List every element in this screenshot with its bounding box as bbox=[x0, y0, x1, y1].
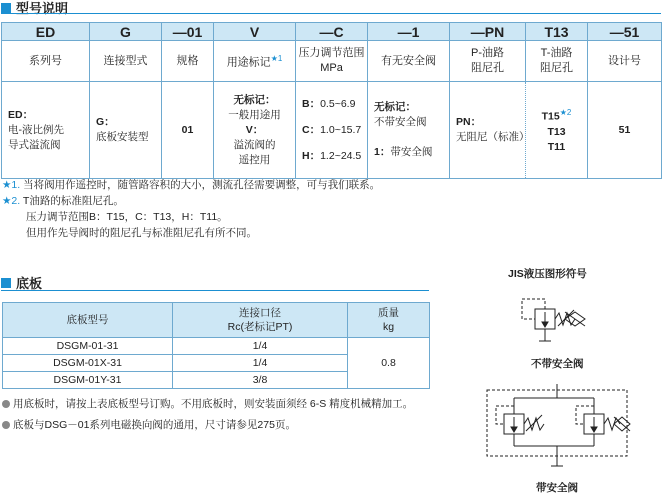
header-t-orifice bbox=[526, 41, 588, 82]
value-t-orifice bbox=[526, 82, 588, 179]
header-usage bbox=[214, 41, 296, 82]
header-pressure-unit: MPa bbox=[320, 62, 343, 74]
p-orifice-desc: 无阻尼（标准） bbox=[456, 131, 530, 143]
header-pressure-text: 压力调节范围 bbox=[298, 47, 365, 59]
t-orifice-t13: T13 bbox=[547, 125, 566, 138]
section-rule bbox=[1, 13, 661, 14]
value-pressure bbox=[296, 82, 368, 179]
value-series bbox=[2, 82, 90, 179]
t-orifice-t15: T15 bbox=[541, 110, 560, 123]
value-usage bbox=[214, 82, 296, 179]
plate-notes bbox=[2, 396, 432, 434]
p-orifice-code: PN： bbox=[456, 116, 482, 128]
header-safety: 有无安全阀 bbox=[368, 41, 450, 82]
plate-note-2-text: 底板与DSG－01系列电磁换向阀的通用，尺寸请参见275页。 bbox=[13, 419, 296, 431]
header-p-orifice bbox=[450, 41, 526, 82]
note-1-star: ★1. bbox=[2, 179, 21, 191]
bullet-icon bbox=[2, 400, 10, 408]
section-square-icon bbox=[1, 3, 11, 13]
model-section-title bbox=[1, 0, 68, 17]
jis-title: JIS液压图形符号 bbox=[508, 268, 587, 280]
value-safety bbox=[368, 82, 450, 179]
model-notes bbox=[2, 177, 380, 241]
series-desc-2: 导式溢流阀 bbox=[8, 138, 61, 151]
pressure-h-code: H： bbox=[302, 150, 321, 162]
code-safety: —1 bbox=[368, 23, 450, 41]
header-design: 设计号 bbox=[588, 41, 662, 82]
code-connection: G bbox=[90, 23, 162, 41]
code-p-orifice: —PN bbox=[450, 23, 526, 41]
plate-header-model: 底板型号 bbox=[3, 303, 173, 338]
code-pressure: —C bbox=[296, 23, 368, 41]
plate-note-2 bbox=[2, 417, 432, 434]
plate-header-row bbox=[3, 303, 430, 338]
plate-mass: 0.8 bbox=[348, 338, 430, 389]
value-p-orifice bbox=[450, 82, 530, 179]
star-note-marker: ★1 bbox=[270, 54, 283, 64]
header-size: 规格 bbox=[162, 41, 214, 82]
value-design: 51 bbox=[588, 82, 662, 179]
section-square-icon bbox=[1, 278, 11, 288]
jis-symbol-with-safety bbox=[484, 384, 634, 479]
star-note-marker-2: ★2 bbox=[559, 108, 572, 118]
header-row bbox=[2, 41, 662, 82]
plate-header-mass-unit: kg bbox=[382, 321, 395, 333]
relief-pilot-line bbox=[496, 406, 514, 424]
plate-table bbox=[2, 302, 430, 389]
header-p-orifice-line2: 阻尼孔 bbox=[471, 62, 504, 74]
plate-port: 1/4 bbox=[173, 338, 348, 355]
plate-model: DSGM-01Y-31 bbox=[3, 372, 173, 389]
main-pilot-line bbox=[576, 406, 594, 424]
note-1 bbox=[2, 177, 380, 193]
usage-v-desc-1: 溢流阀的 bbox=[233, 138, 276, 151]
usage-v-desc-2: 遥控用 bbox=[238, 153, 271, 166]
caption-with-safety: 带安全阀 bbox=[536, 482, 578, 494]
pressure-b-range: 0.5~6.9 bbox=[320, 98, 356, 110]
plate-model: DSGM-01-31 bbox=[3, 338, 173, 355]
model-code-table bbox=[1, 22, 662, 179]
plate-model: DSGM-01X-31 bbox=[3, 355, 173, 372]
header-t-orifice-line2: 阻尼孔 bbox=[540, 62, 573, 74]
safety-none-desc: 不带安全阀 bbox=[374, 116, 427, 128]
series-code: ED： bbox=[8, 108, 34, 121]
plate-header-port-unit: Rc(老标记PT) bbox=[227, 321, 293, 333]
note-2-star: ★2. bbox=[2, 195, 21, 207]
safety-1-code: 1： bbox=[374, 146, 391, 158]
header-connection: 连接型式 bbox=[90, 41, 162, 82]
pressure-b-code: B： bbox=[302, 98, 321, 110]
note-2-text: T油路的标准阻尼孔。 bbox=[22, 195, 124, 207]
code-t-orifice: T13 bbox=[526, 23, 588, 41]
caption-without-safety: 不带安全阀 bbox=[531, 358, 584, 370]
plate-note-1 bbox=[2, 396, 432, 413]
solenoid-cross bbox=[565, 312, 585, 326]
connection-code: G： bbox=[96, 116, 115, 128]
value-size: 01 bbox=[162, 82, 214, 179]
code-usage: V bbox=[214, 23, 296, 41]
plate-note-1-text: 用底板时，请按上表底板型号订购。不用底板时，则安装面须经 6-S 精度机械精加工。 bbox=[13, 398, 414, 410]
note-3: 压力调节范围B：T15，C：T13，H：T11。 bbox=[26, 211, 228, 223]
plate-port: 1/4 bbox=[173, 355, 348, 372]
code-size: —01 bbox=[162, 23, 214, 41]
bullet-icon bbox=[2, 421, 10, 429]
t-orifice-t11: T11 bbox=[547, 140, 566, 153]
code-series: ED bbox=[2, 23, 90, 41]
jis-symbol-without-safety bbox=[510, 294, 610, 349]
note-2 bbox=[2, 193, 380, 209]
pressure-h-range: 1.2~24.5 bbox=[320, 150, 362, 162]
section-rule bbox=[1, 290, 429, 291]
plate-header-port-text: 连接口径 bbox=[239, 307, 281, 319]
plate-header-port bbox=[173, 303, 348, 338]
value-row bbox=[2, 82, 662, 179]
note-4: 但用作先导阀时的阻尼孔与标准阻尼孔有所不同。 bbox=[26, 227, 257, 239]
pressure-c-code: C： bbox=[302, 124, 321, 136]
header-p-orifice-line1: P-油路 bbox=[471, 47, 504, 59]
plate-port: 3/8 bbox=[173, 372, 348, 389]
note-1-text: 当将阀用作遥控时，随管路容积的大小，测流孔径需要调整，可与我们联系。 bbox=[23, 179, 381, 191]
usage-v-code: V： bbox=[245, 123, 264, 136]
solenoid-cross bbox=[614, 417, 630, 431]
plate-header-mass bbox=[348, 303, 430, 338]
safety-1-desc: 带安全阀 bbox=[390, 146, 433, 158]
header-t-orifice-line1: T-油路 bbox=[540, 47, 573, 59]
main-arrow-head bbox=[591, 427, 597, 432]
usage-none-desc: 一般用途用 bbox=[228, 108, 281, 121]
header-pressure bbox=[296, 41, 368, 82]
plate-header-mass-text: 质量 bbox=[378, 307, 399, 319]
table-row bbox=[3, 338, 430, 355]
spring-icon bbox=[524, 418, 544, 430]
usage-none-code: 无标记： bbox=[233, 93, 276, 106]
code-row bbox=[2, 23, 662, 41]
header-series: 系列号 bbox=[2, 41, 90, 82]
header-usage-text: 用途标记 bbox=[226, 56, 271, 69]
connection-desc: 底板安装型 bbox=[96, 131, 149, 143]
code-design: —51 bbox=[588, 23, 662, 41]
pressure-c-range: 1.0~15.7 bbox=[320, 124, 362, 136]
valve-arrow-head bbox=[542, 322, 548, 327]
series-desc-1: 电-液比例先 bbox=[8, 123, 64, 136]
plate-section-title-text: 底板 bbox=[16, 276, 43, 291]
safety-none-code: 无标记： bbox=[374, 101, 416, 113]
model-section-title-text: 型号说明 bbox=[16, 1, 69, 16]
value-connection bbox=[90, 82, 162, 179]
relief-arrow-head bbox=[511, 427, 517, 432]
